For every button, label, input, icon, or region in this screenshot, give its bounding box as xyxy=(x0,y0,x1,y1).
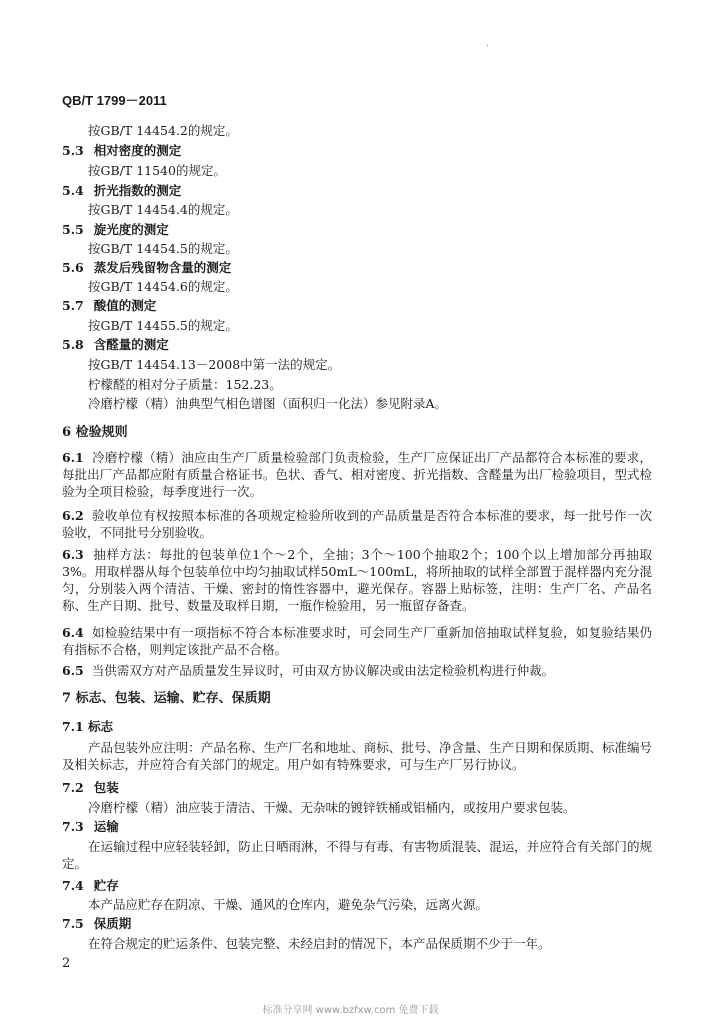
paragraph-6-1: 6.1 冷磨柠檬（精）油应由生产厂质量检验部门负责检验，生产厂应保证出厂产品都符合本标准的要求，每批出厂产品都应附有质量合格证书。色状、香气、相对密度、折光指数、含醛量为出厂检验项目，型式检验为全项目检验，每季度进行一次。 xyxy=(62,450,652,499)
section-5-3-body: 按GB/T 11540的规定。 xyxy=(88,163,226,178)
section-5-5-body: 按GB/T 14454.5的规定。 xyxy=(88,241,238,256)
section-5-8-molar-mass: 柠檬醛的相对分子质量：152.23。 xyxy=(88,377,282,392)
section-7-title: 7 标志、包装、运输、贮存、保质期 xyxy=(62,691,271,706)
section-5-4-heading: 5.4 折光指数的测定 xyxy=(62,183,182,198)
section-5-8-heading: 5.8 含醛量的测定 xyxy=(62,337,169,352)
section-5-4-body: 按GB/T 14454.4的规定。 xyxy=(88,202,238,217)
section-5-7-heading: 5.7 酸值的测定 xyxy=(62,298,157,313)
section-7-5-heading: 7.5 保质期 xyxy=(62,916,132,931)
paragraph-6-3: 6.3 抽样方法：每批的包装单位1个～2个，全抽；3个～100个抽取2个；100个以上增加部分再抽取3%。用取样器从每个包装单位中均匀抽取试样50mL～100mL，将所抽取的试样全部置于混样器内充分混匀，分别装入两个清洁、干燥、密封的惰性容器中，避光保存。容器上贴标签，注明：生产厂名、产品名称、生产日期、批号、数量及取样日期，一瓶作检验用，另一瓶留存备查。 xyxy=(62,547,652,613)
paragraph-6-2: 6.2 验收单位有权按照本标准的各项规定检验所收到的产品质量是否符合本标准的要求，每一批号作一次验收，不同批号分别验收。 xyxy=(62,508,652,540)
section-7-4-body: 本产品应贮存在阴凉、干燥、通风的仓库内，避免杂气污染，远离火源。 xyxy=(88,897,489,912)
section-7-5-body: 在符合规定的贮运条件、包装完整、未经启封的情况下，本产品保质期不少于一年。 xyxy=(88,936,551,951)
section-5-5-heading: 5.5 旋光度的测定 xyxy=(62,222,169,237)
section-5-8-appendix-note: 冷磨柠檬（精）油典型气相色谱图（面积归一化法）参见附录A。 xyxy=(88,396,448,411)
section-7-3-body: 在运输过程中应轻装轻卸，防止日晒雨淋，不得与有毒、有害物质混装、混运，并应符合有关部门的规定。 xyxy=(62,839,652,871)
section-7-2-heading: 7.2 包装 xyxy=(62,780,119,795)
paragraph-6-4: 6.4 如检验结果中有一项指标不符合本标准要求时，可会同生产厂重新加倍抽取试样复验，如复验结果仍有指标不合格，则判定该批产品不合格。 xyxy=(62,625,652,657)
section-7-4-heading: 7.4 贮存 xyxy=(62,878,119,893)
section-6-title: 6 检验规则 xyxy=(62,425,128,440)
section-5-6-body: 按GB/T 14454.6的规定。 xyxy=(88,279,238,294)
section-7-3-heading: 7.3 运输 xyxy=(62,819,119,834)
section-7-1-body: 产品包装外应注明：产品名称、生产厂名和地址、商标、批号、净含量、生产日期和保质期、标准编号及相关标志，并应符合有关部门的规定。用户如有特殊要求，可与生产厂另行协议。 xyxy=(62,740,652,772)
paragraph-6-5: 6.5 当供需双方对产品质量发生异议时，可由双方协议解决或由法定检验机构进行仲裁。 xyxy=(62,663,555,678)
section-7-1-heading: 7.1 标志 xyxy=(62,719,114,734)
watermark-footer: 标准分享网 www.bzfxw.com 免费下载 xyxy=(262,1005,439,1016)
page-number: 2 xyxy=(62,956,71,971)
section-5-8-body: 按GB/T 14454.13－2008中第一法的规定。 xyxy=(88,357,341,372)
corner-mark: · xyxy=(486,41,490,52)
section-7-2-body: 冷磨柠檬（精）油应装于清洁、干燥、无杂味的镀锌铁桶或铝桶内，或按用户要求包装。 xyxy=(88,800,576,815)
section-5-7-body: 按GB/T 14455.5的规定。 xyxy=(88,318,238,333)
section-5-3-heading: 5.3 相对密度的测定 xyxy=(62,143,182,158)
section-5-6-heading: 5.6 蒸发后残留物含量的测定 xyxy=(62,260,232,275)
standard-code: QB/T 1799－2011 xyxy=(62,93,167,108)
s5-continuation: 按GB/T 14454.2的规定。 xyxy=(88,123,238,138)
